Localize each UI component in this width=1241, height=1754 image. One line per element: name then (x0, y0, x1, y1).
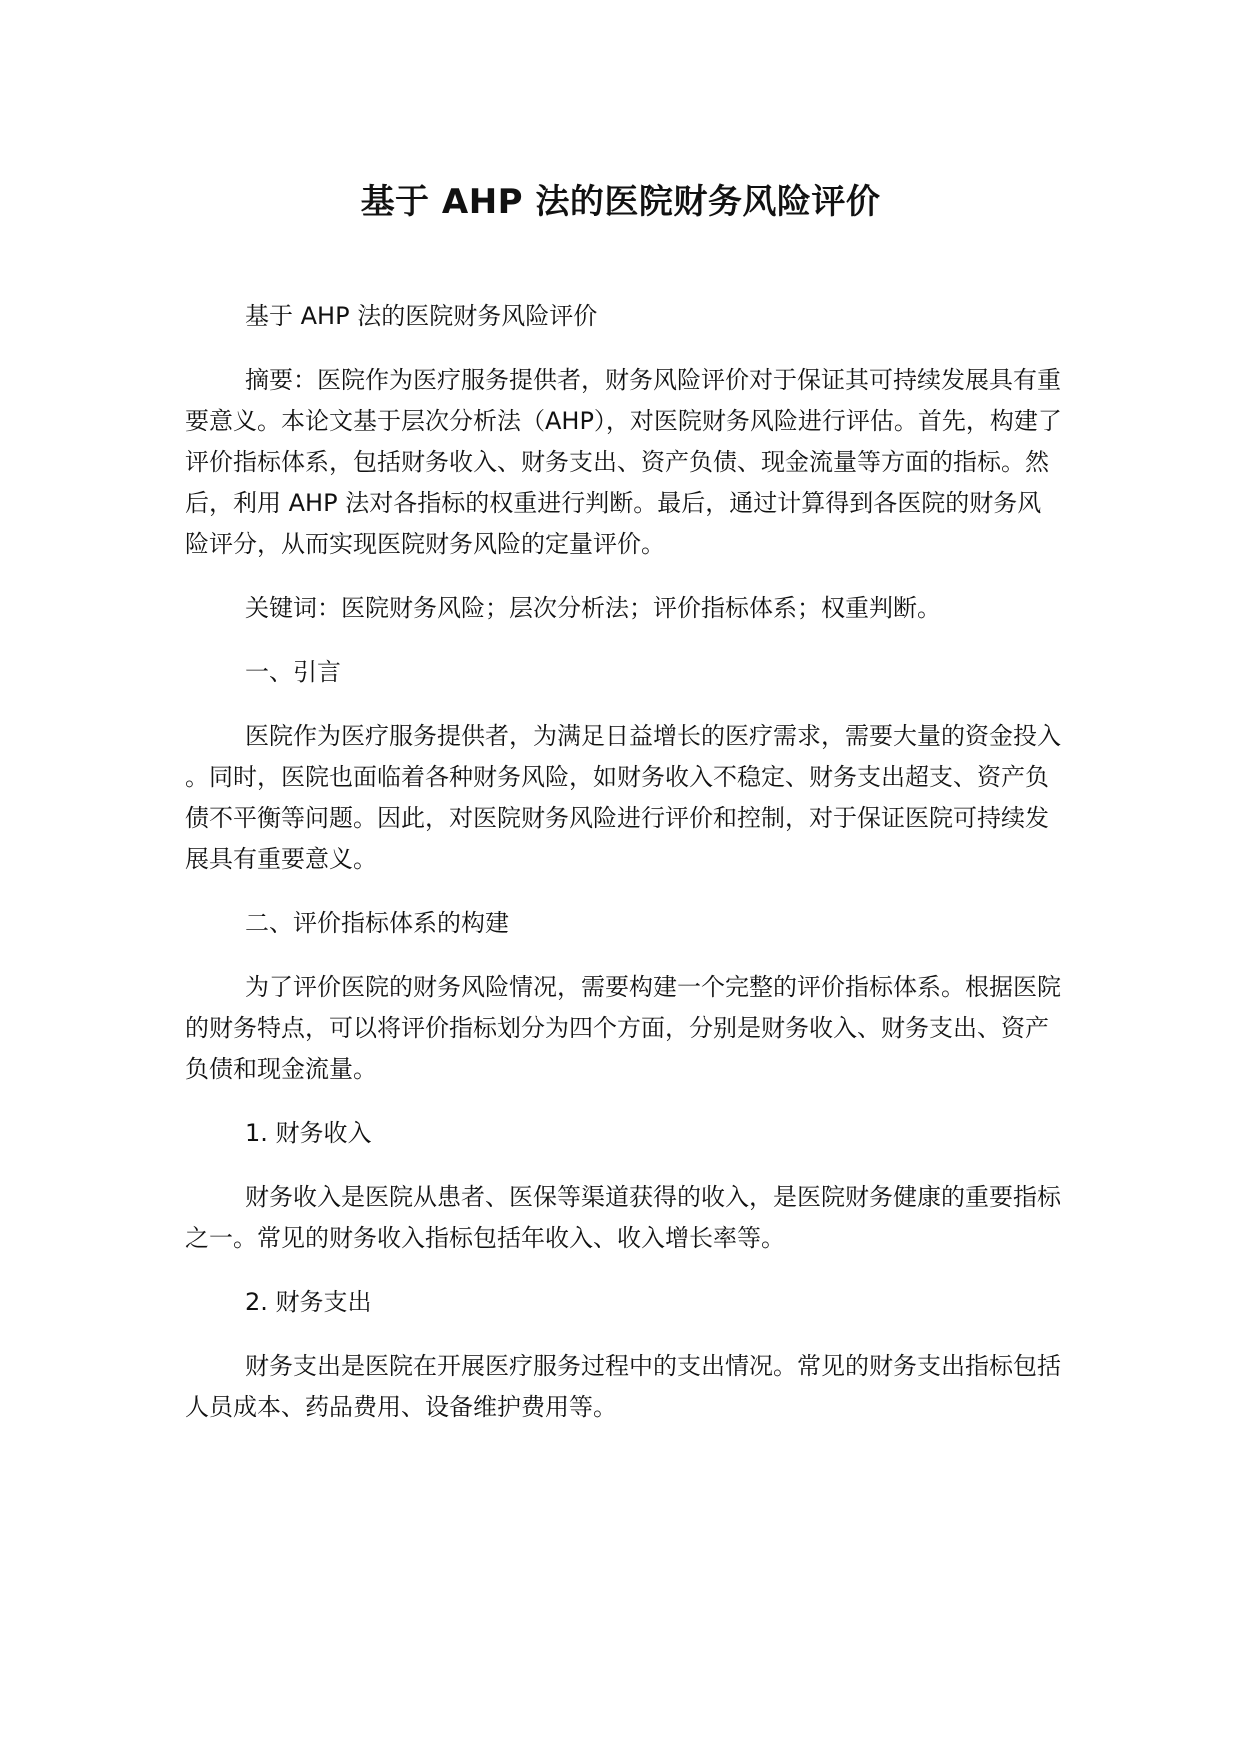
document-title: 基于 AHP 法的医院财务风险评价 (360, 182, 881, 222)
paragraph-abstract: 摘要：医院作为医疗服务提供者，财务风险评价对于保证其可持续发展具有重要意义。本论文基于层次分析法（AHP），对医院财务风险进行评估。首先，构建了评价指标体系，包括财务收入、财务支出、资产负债、现金流量等方面的指标。然后，利用 AHP 法对各指标的权重进行判断。最后，通过计算得到各医院的财务风险评分，从而实现医院财务风险的定量评价。 (185, 366, 1062, 558)
paragraph-indicator-system: 为了评价医院的财务风险情况，需要构建一个完整的评价指标体系。根据医院的财务特点，可以将评价指标划分为四个方面，分别是财务收入、财务支出、资产负债和现金流量。 (185, 973, 1061, 1083)
section-heading-indicator-system: 二、评价指标体系的构建 (245, 909, 509, 937)
paragraph-introduction: 医院作为医疗服务提供者，为满足日益增长的医疗需求，需要大量的资金投入。同时，医院也面临着各种财务风险，如财务收入不稳定、财务支出超支、资产负债不平衡等问题。因此，对医院财务风险进行评价和控制，对于保证医院可持续发展具有重要意义。 (185, 722, 1061, 873)
paragraph-subtitle: 基于 AHP 法的医院财务风险评价 (245, 302, 598, 330)
paragraph-financial-expenditure: 财务支出是医院在开展医疗服务过程中的支出情况。常见的财务支出指标包括人员成本、药品费用、设备维护费用等。 (185, 1352, 1061, 1421)
section-heading-introduction: 一、引言 (245, 658, 341, 686)
paragraph-financial-income: 财务收入是医院从患者、医保等渠道获得的收入，是医院财务健康的重要指标之一。常见的财务收入指标包括年收入、收入增长率等。 (185, 1183, 1061, 1252)
paragraph-keywords: 关键词：医院财务风险；层次分析法；评价指标体系；权重判断。 (245, 594, 941, 622)
subheading-financial-expenditure: 2. 财务支出 (245, 1288, 372, 1316)
subheading-financial-income: 1. 财务收入 (245, 1119, 372, 1147)
document-body (185, 296, 1065, 1451)
